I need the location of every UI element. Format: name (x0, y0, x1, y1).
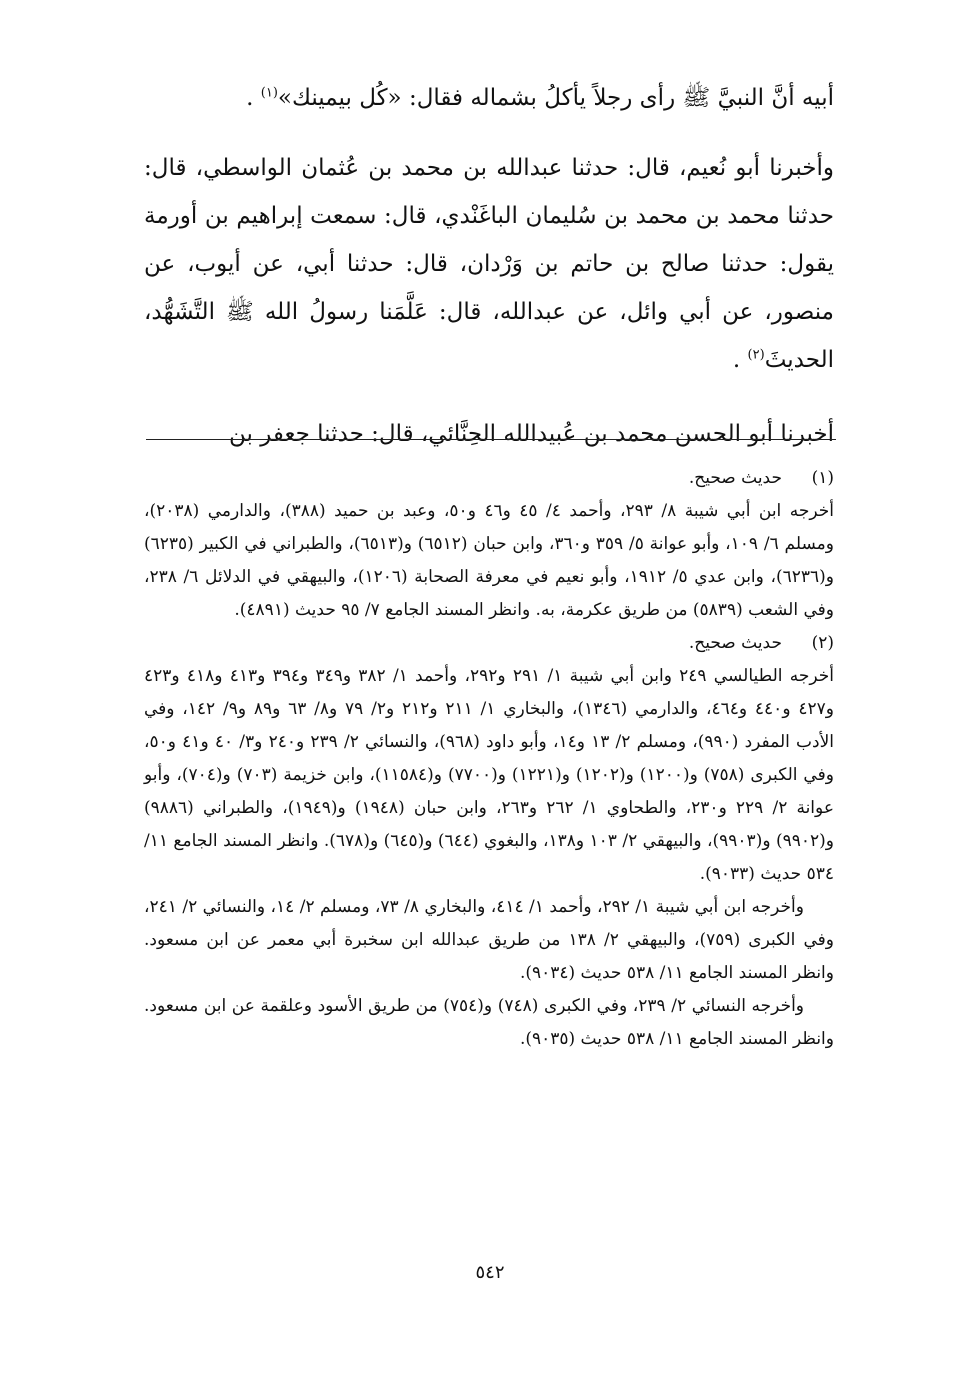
footnote-paragraph: أخرجه الطيالسي ٢٤٩ وابن أبي شيبة ١/ ٢٩١ و٢٩٢، وأحمد ١/ ٣٨٢ و٣٤٩ و٣٩٤ و٤١٣ و٤١٨ و٤٢٣ و٤٢٧ و٤٤٠ و٤٦٤، والدارمي (١٣٤٦)، والبخاري ١/ ٢١١ و٢١٢ و٢/ ٧٩ و٨/ ٦٣ و٨٩ و٩/ ١٤٢، وفي الأدب المفرد (٩٩٠)، ومسلم ٢/ ١٣ و١٤، وأبو داود (٩٦٨)، والنسائي ٢/ ٢٣٩ و٢٤٠ و٣/ ٤٠ و٤١ و٥٠، وفي الكبرى (٧٥٨) و(١٢٠٠) و(١٢٠٢) و(١٢٢١) و(٧٧٠٠) و(١١٥٨٤)، وابن خزيمة (٧٠٣) و(٧٠٤)، وأبو عوانة ٢/ ٢٢٩ و٢٣٠، والطحاوي ١/ ٢٦٢ و٢٦٣، وابن حبان (١٩٤٨) و(١٩٤٩)، والطبراني (٩٨٨٦) و(٩٩٠٢) و(٩٩٠٣)، والبيهقي ٢/ ١٠٣ و١٣٨، والبغوي (٦٤٤) و(٦٤٥) و(٦٧٨). وانظر المسند الجامع ١١/ ٥٣٤ حديث (٩٠٣٣). (144, 666, 835, 884)
footnote-paragraph: وأخرجه النسائي ٢/ ٢٣٩، وفي الكبرى (٧٤٨) و(٧٥٤) من طريق الأسود وعلقمة عن ابن مسعود. وانظر المسند الجامع ١١/ ٥٣٨ حديث (٩٠٣٥). (144, 996, 834, 1049)
main-text (144, 74, 834, 458)
footnotes (144, 462, 834, 1056)
main-paragraph-3: أخبرنا أبو الحسن محمد بن عُبيدالله الحِنَّائي، قال: حدثنا جعفر بن (228, 421, 834, 447)
footnote-1 (144, 462, 834, 627)
footnote-paragraph: أخرجه ابن أبي شيبة ٨/ ٢٩٣، وأحمد ٤/ ٤٥ و٤٦ و٥٠، وعبد بن حميد (٣٨٨)، والدارمي (٢٠٣٨)، ومسلم ٦/ ١٠٩، وأبو عوانة ٥/ ٣٥٩ و٣٦٠، وابن حبان (٦٥١٢) و(٦٥١٣)، والطبراني في الكبير (٦٢٣٥) و(٦٢٣٦)، وابن عدي ٥/ ١٩١٢، وأبو نعيم في معرفة الصحابة (١٢٠٦)، والبيهقي في الدلائل ٦/ ٢٣٨، وفي الشعب (٥٨٣٩) من طريق عكرمة، به. وانظر المسند الجامع ٧/ ٩٥ حديث (٤٨٩١). (144, 501, 834, 620)
main-paragraph-1: أبيه أنَّ النبيَّ ﷺ رأى رجلاً يأكلُ بشماله فقال: «كُل بيمينك»$^{(١)}$ . (246, 85, 834, 111)
footnote-divider (146, 439, 836, 440)
footnote-ref-2[interactable]: (٢) (747, 347, 765, 363)
footnote-title: حديث صحيح. (688, 633, 782, 653)
footnote-number: (٢) (811, 633, 834, 653)
footnote-ref-1[interactable]: (١) (260, 85, 278, 101)
footnote-paragraph: وأخرجه ابن أبي شيبة ١/ ٢٩٢، وأحمد ١/ ٤١٤، والبخاري ٨/ ٧٣، ومسلم ٢/ ١٤، والنسائي ٢/ ٢٤١، وفي الكبرى (٧٥٩)، والبيهقي ٢/ ١٣٨ من طريق عبدالله ابن سخبرة أبي معمر عن ابن مسعود. وانظر المسند الجامع ١١/ ٥٣٨ حديث (٩٠٣٤). (144, 897, 834, 983)
footnote-number: (١) (811, 468, 834, 488)
footnote-title: حديث صحيح. (688, 468, 782, 488)
footnote-2 (144, 627, 834, 1056)
page-number: ٥٤٢ (475, 1262, 505, 1283)
main-paragraph-2: وأخبرنا أبو نُعيم، قال: حدثنا عبدالله بن محمد بن عُثمان الواسطي، قال: حدثنا محمد بن محمد بن سُليمان الباغَنْدي، قال: سمعت إبراهيم بن أورمة يقول: حدثنا صالح بن حاتم بن وَرْدان، قال: حدثنا أبي، عن أيوب، عن منصور، عن أبي وائل، عن عبدالله، قال: عَلَّمَنا رسولُ الله ﷺ التَّشَهُّد، الحديثَ$^{(٢)}$ . (144, 155, 834, 373)
